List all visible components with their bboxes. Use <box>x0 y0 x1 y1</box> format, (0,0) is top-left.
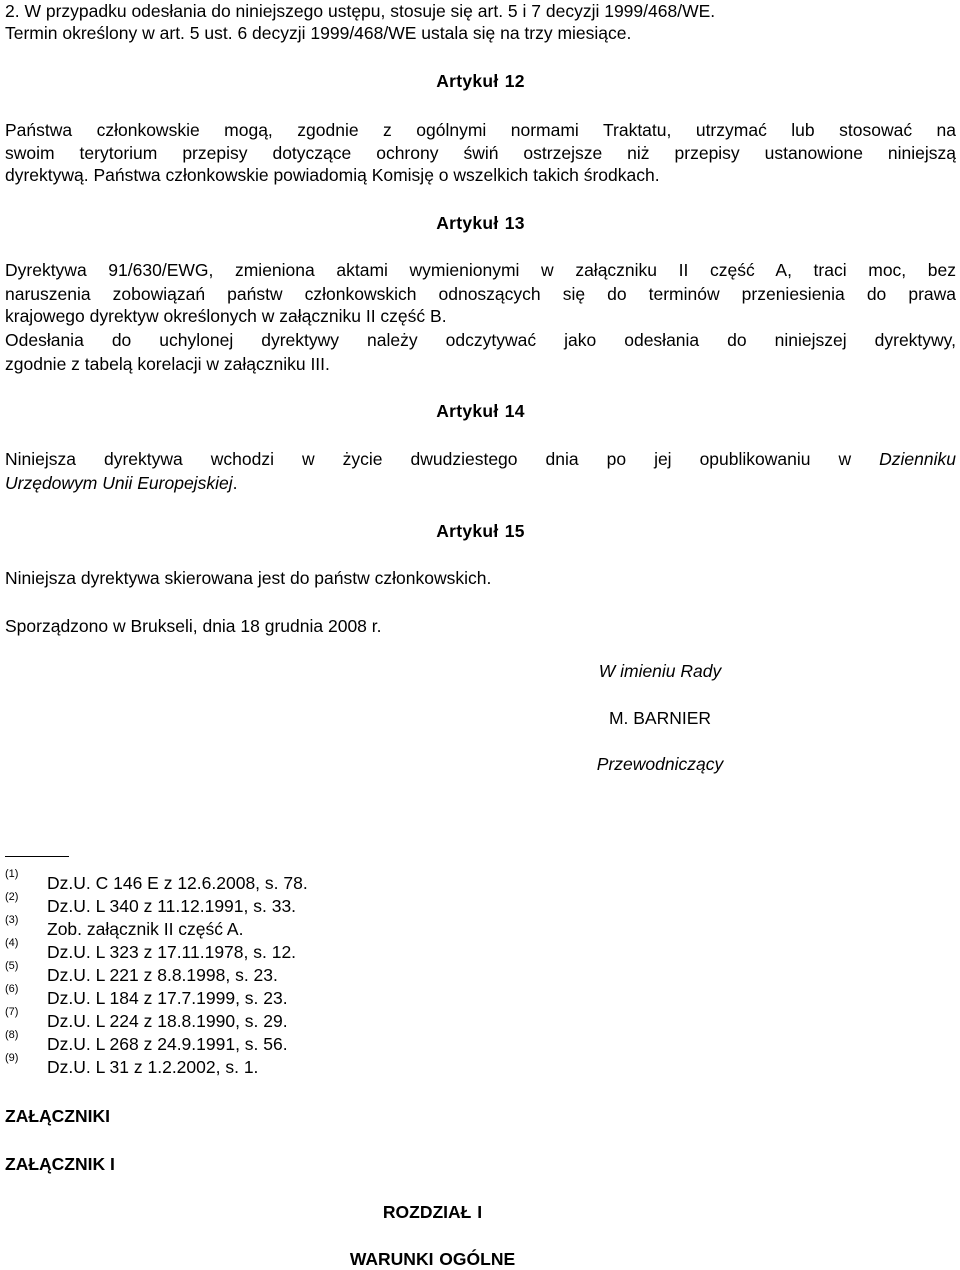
footnote-text: Dz.U. L 224 z 18.8.1990, s. 29. <box>47 1011 288 1031</box>
journal-name-part-1: Dzienniku <box>879 449 956 469</box>
footnote-number: (9) <box>5 1052 19 1064</box>
chapter-1-heading: ROZDZIAŁ I <box>382 1202 483 1222</box>
annexes-title: ZAŁĄCZNIKI <box>5 1106 110 1126</box>
journal-name-part-2: Urzędowym Unii Europejskiej <box>5 473 233 493</box>
footnote-text: Dz.U. L 221 z 8.8.1998, s. 23. <box>47 965 278 985</box>
footnote-number: (8) <box>5 1029 19 1041</box>
article-14-line-1-text: Niniejsza dyrektywa wchodzi w życie dwudziestego dnia po jej opublikowaniu w <box>5 449 852 469</box>
chapter-1-title: WARUNKI OGÓLNE <box>349 1249 516 1269</box>
on-behalf-of-council: W imieniu Rady <box>598 661 722 681</box>
article-12-heading: Artykuł 12 <box>436 71 525 91</box>
footnote-number: (3) <box>5 914 19 926</box>
footnote-text: Dz.U. L 323 z 17.11.1978, s. 12. <box>47 942 297 962</box>
article-14-line-2 <box>5 472 237 494</box>
footnote-number: (7) <box>5 1006 19 1018</box>
intro-line-1: 2. W przypadku odesłania do niniejszego ustępu, stosuje się art. 5 i 7 decyzji 1999/468/WE. <box>5 1 716 21</box>
article-15-heading: Artykuł 15 <box>436 521 525 541</box>
article-13-line-1: Dyrektywa 91/630/EWG, zmieniona aktami wymienionymi w załączniku II część A, traci moc, bez <box>5 260 956 280</box>
article-12-line-2: swoim terytorium przepisy dotyczące ochrony świń ostrzejsze niż przepisy ustanowione niniejszą <box>5 143 956 163</box>
signatory-name: M. BARNIER <box>608 708 712 728</box>
annex-1-title: ZAŁĄCZNIK I <box>5 1154 115 1174</box>
footnote-text: Zob. załącznik II część A. <box>47 919 244 939</box>
article-13-heading: Artykuł 13 <box>436 213 525 233</box>
article-15-line-1: Niniejsza dyrektywa skierowana jest do państw członkowskich. <box>5 568 492 588</box>
article-12-line-3: dyrektywą. Państwa członkowskie powiadomią Komisję o wszelkich takich środkach. <box>5 165 660 185</box>
article-13-line-4: Odesłania do uchylonej dyrektywy należy odczytywać jako odesłania do niniejszej dyrektywy, <box>5 330 956 350</box>
footnote-text: Dz.U. L 184 z 17.7.1999, s. 23. <box>47 988 288 1008</box>
article-13-line-2: naruszenia zobowiązań państw członkowskich odnoszących się do terminów przeniesienia do prawa <box>5 284 956 304</box>
footnote-number: (1) <box>5 868 19 880</box>
footnote-number: (5) <box>5 960 19 972</box>
article-13-line-3: krajowego dyrektyw określonych w załączniku II część B. <box>5 306 447 326</box>
article-13-line-5: zgodnie z tabelą korelacji w załączniku III. <box>5 354 330 374</box>
signatory-role: Przewodniczący <box>596 754 724 774</box>
article-12-line-1: Państwa członkowskie mogą, zgodnie z ogólnymi normami Traktatu, utrzymać lub stosować na <box>5 120 956 140</box>
footnote-separator <box>5 856 69 857</box>
footnote-text: Dz.U. L 31 z 1.2.2002, s. 1. <box>47 1057 259 1077</box>
footnote-number: (2) <box>5 891 19 903</box>
footnote-number: (4) <box>5 937 19 949</box>
footnote-number: (6) <box>5 983 19 995</box>
article-14-line-1 <box>5 448 956 470</box>
article-14-heading: Artykuł 14 <box>436 401 525 421</box>
footnote-text: Dz.U. L 340 z 11.12.1991, s. 33. <box>47 896 297 916</box>
intro-line-2: Termin określony w art. 5 ust. 6 decyzji 1999/468/WE ustala się na trzy miesiące. <box>5 23 632 43</box>
footnote-text: Dz.U. L 268 z 24.9.1991, s. 56. <box>47 1034 288 1054</box>
article-14-line-2-end: . <box>232 473 238 493</box>
place-and-date: Sporządzono w Brukseli, dnia 18 grudnia 2008 r. <box>5 616 382 636</box>
footnote-text: Dz.U. C 146 E z 12.6.2008, s. 78. <box>47 873 308 893</box>
